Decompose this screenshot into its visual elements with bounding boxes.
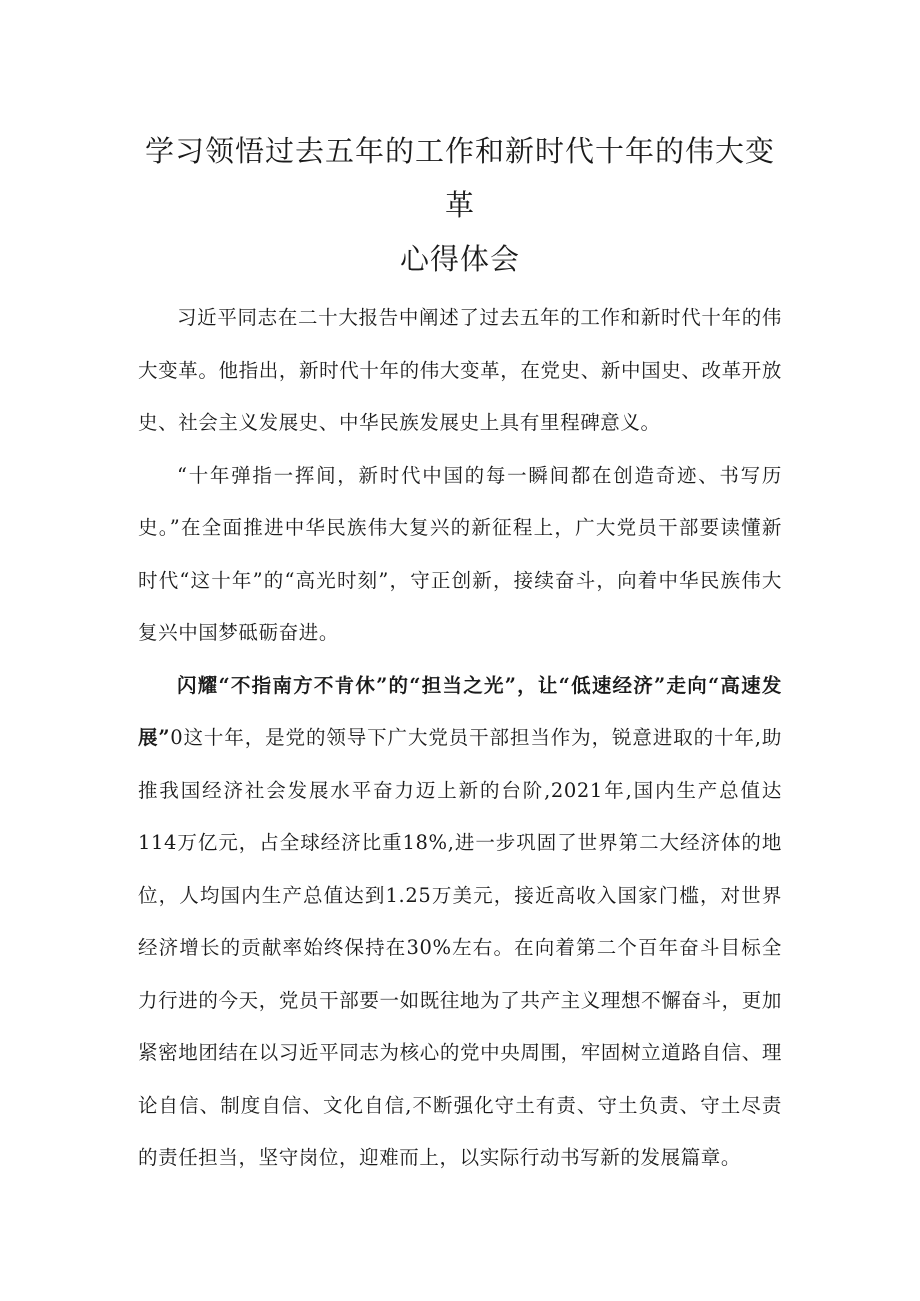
paragraph-3-text: 0这十年，是党的领导下广大党员干部担当作为，锐意进取的十年,助推我国经济社会发展水平奋力迈上新的台阶,2021年,国内生产总值达114万亿元，占全球经济比重18%,进一步巩固了世界第二大经济体的地位，人均国内生产总值达到1.25万美元，接近高收入国家门槛，对世界经济增长的贡献率始终保持在30%左右。在向着第二个百年奋斗目标全力行进的今天，党员干部要一如既往地为了共产主义理想不懈奋斗，更加紧密地团结在以习近平同志为核心的党中央周围，牢固树立道路自信、理论自信、制度自信、文化自信,不断强化守土有责、守土负责、守土尽责的责任担当，坚守岗位，迎难而上，以实际行动书写新的发展篇章。 xyxy=(138,726,782,1169)
section-heading: 闪耀“不指南方不肯休”的“担当之光”，让“低速经济”走向“高速发展” xyxy=(138,673,782,749)
title-line-2: 心得体会 xyxy=(399,242,520,276)
paragraph-3 xyxy=(138,660,782,1185)
paragraph-1-text: 习近平同志在二十大报告中阐述了过去五年的工作和新时代十年的伟大变革。他指出，新时代十年的伟大变革，在党史、新中国史、改革开放史、社会主义发展史、中华民族发展史上具有里程碑意义。 xyxy=(138,306,782,434)
title-line-1: 学习领悟过去五年的工作和新时代十年的伟大变革 xyxy=(144,134,775,222)
document-body xyxy=(138,292,782,1185)
paragraph-1 xyxy=(138,292,782,450)
paragraph-2-text: “十年弹指一挥间，新时代中国的每一瞬间都在创造奇迹、书写历史。”在全面推进中华民族伟大复兴的新征程上，广大党员干部要读懂新时代“这十年”的“高光时刻”，守正创新，接续奋斗，向着中华民族伟大复兴中国梦砥砺奋进。 xyxy=(138,463,782,644)
document-title xyxy=(138,124,782,286)
paragraph-2 xyxy=(138,450,782,660)
